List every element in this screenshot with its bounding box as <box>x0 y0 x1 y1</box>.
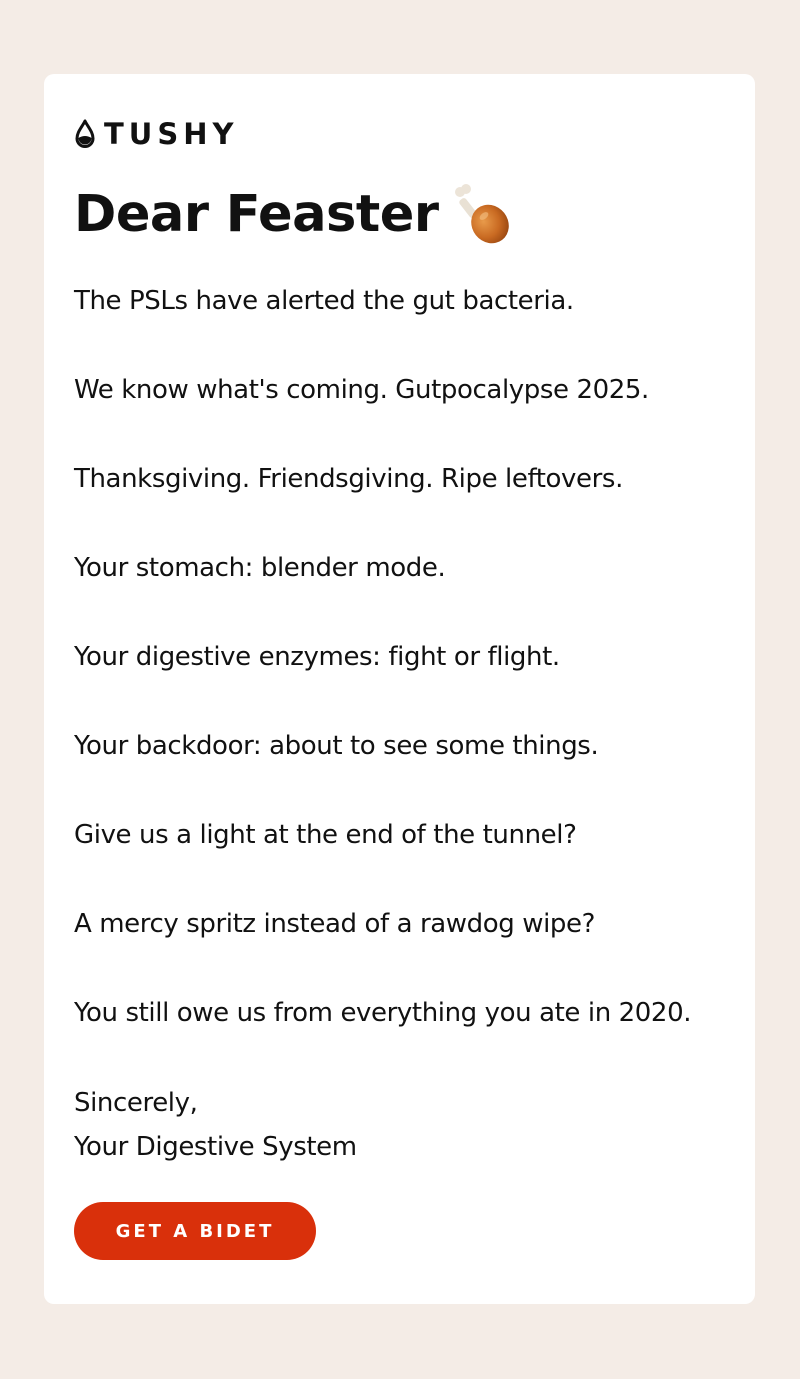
paragraph-4: Your stomach: blender mode. <box>74 553 446 583</box>
email-card <box>44 74 755 1304</box>
get-a-bidet-button[interactable]: GET A BIDET <box>74 1202 316 1260</box>
paragraph-1: The PSLs have alerted the gut bacteria. <box>74 286 574 316</box>
paragraph-6: Your backdoor: about to see some things. <box>74 731 599 761</box>
brand-name: TUSHY <box>104 117 239 151</box>
headline <box>74 179 515 251</box>
water-drop-logo-icon <box>74 119 96 149</box>
headline-text: Dear Feaster <box>74 185 439 244</box>
paragraph-5: Your digestive enzymes: fight or flight. <box>74 642 560 672</box>
drumstick-icon <box>451 183 515 247</box>
brand-logo[interactable] <box>74 119 239 149</box>
paragraph-8: A mercy spritz instead of a rawdog wipe? <box>74 909 596 939</box>
paragraph-7: Give us a light at the end of the tunnel? <box>74 820 577 850</box>
paragraph-9: You still owe us from everything you ate in 2020. <box>74 998 692 1028</box>
signoff-line-1: Sincerely, <box>74 1088 198 1118</box>
paragraph-2: We know what's coming. Gutpocalypse 2025. <box>74 375 649 405</box>
paragraph-3: Thanksgiving. Friendsgiving. Ripe leftovers. <box>74 464 623 494</box>
signoff-line-2: Your Digestive System <box>74 1132 357 1162</box>
